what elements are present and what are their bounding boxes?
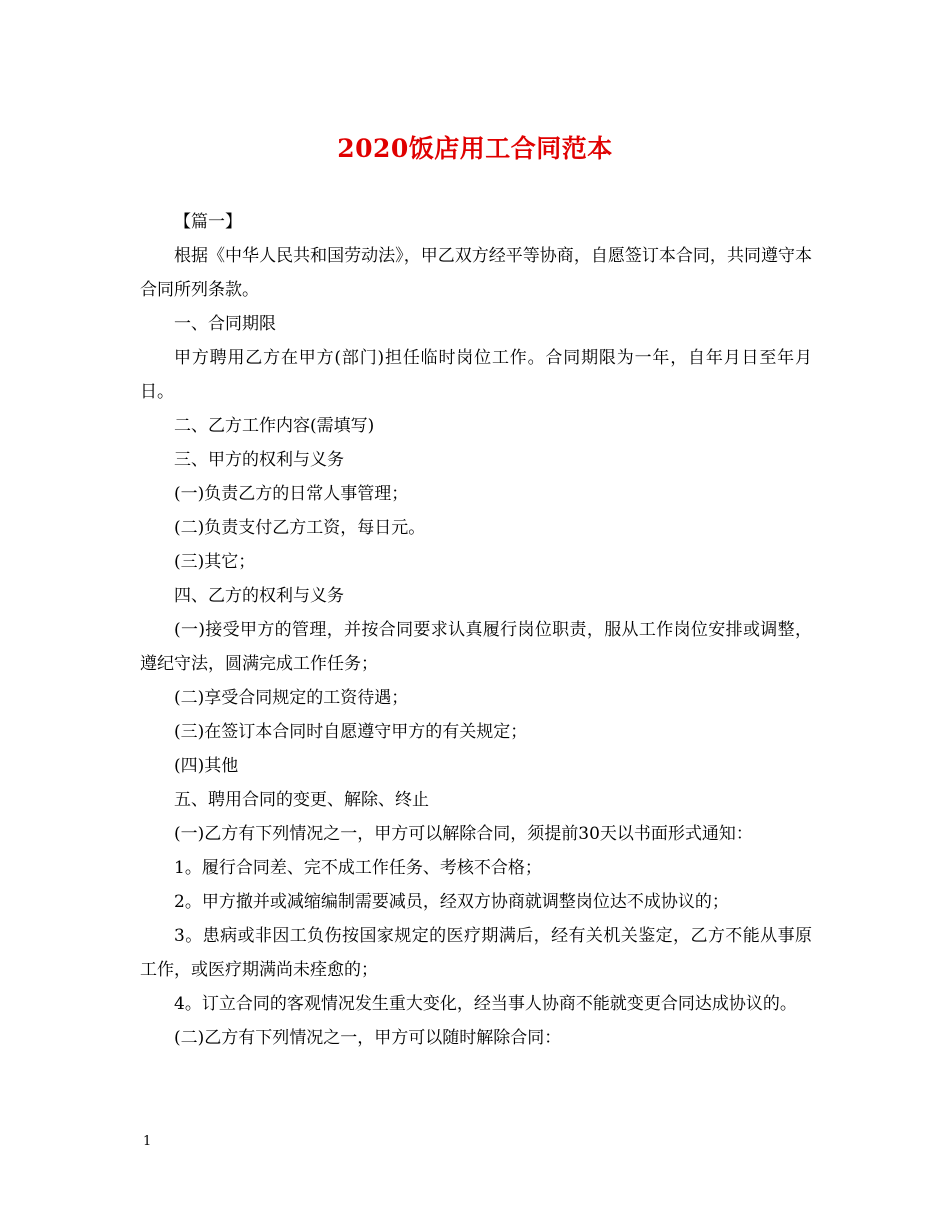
heading-work-content: 二、乙方工作内容(需填写)	[174, 416, 375, 436]
heading-contract-term: 一、合同期限	[174, 314, 276, 334]
heading-contract-change: 五、聘用合同的变更、解除、终止	[174, 790, 429, 810]
clause-a-2: (二)负责支付乙方工资，每日元。	[174, 518, 426, 538]
list-item-1: 1。履行合同差、完不成工作任务、考核不合格；	[174, 858, 542, 878]
list-item-2: 2。甲方撤并或减缩编制需要减员，经双方协商就调整岗位达不成协议的；	[174, 892, 729, 912]
clause-b-1: (一)接受甲方的管理，并按合同要求认真履行岗位职责，服从工作岗位安排或调整，遵纪守法，圆满完成工作任务；	[140, 620, 812, 674]
clause-a-3: (三)其它；	[174, 552, 256, 572]
clause-a-1: (一)负责乙方的日常人事管理；	[174, 484, 409, 504]
paragraph-section-label: 【篇一】	[174, 212, 242, 232]
list-item-3: 3。患病或非因工负伤按国家规定的医疗期满后，经有关机关鉴定，乙方不能从事原工作，或医疗期满尚未痊愈的；	[140, 926, 812, 980]
heading-party-a-rights: 三、甲方的权利与义务	[174, 450, 344, 470]
document-body	[140, 205, 812, 1055]
paragraph-preamble: 根据《中华人民共和国劳动法》，甲乙双方经平等协商，自愿签订本合同，共同遵守本合同所列条款。	[140, 246, 812, 300]
clause-change-1: (一)乙方有下列情况之一，甲方可以解除合同，须提前30天以书面形式通知：	[174, 824, 753, 844]
clause-b-3: (三)在签订本合同时自愿遵守甲方的有关规定；	[174, 722, 528, 742]
clause-change-2: (二)乙方有下列情况之一，甲方可以随时解除合同：	[174, 1028, 562, 1048]
paragraph-contract-term: 甲方聘用乙方在甲方(部门)担任临时岗位工作。合同期限为一年，自年月日至年月日。	[140, 348, 812, 402]
list-item-4: 4。订立合同的客观情况发生重大变化，经当事人协商不能就变更合同达成协议的。	[174, 994, 797, 1014]
clause-b-4: (四)其他	[174, 756, 239, 776]
clause-b-2: (二)享受合同规定的工资待遇；	[174, 688, 409, 708]
document-title: 2020饭店用工合同范本	[337, 134, 613, 163]
page-number: 1	[143, 1134, 152, 1149]
heading-party-b-rights: 四、乙方的权利与义务	[174, 586, 344, 606]
